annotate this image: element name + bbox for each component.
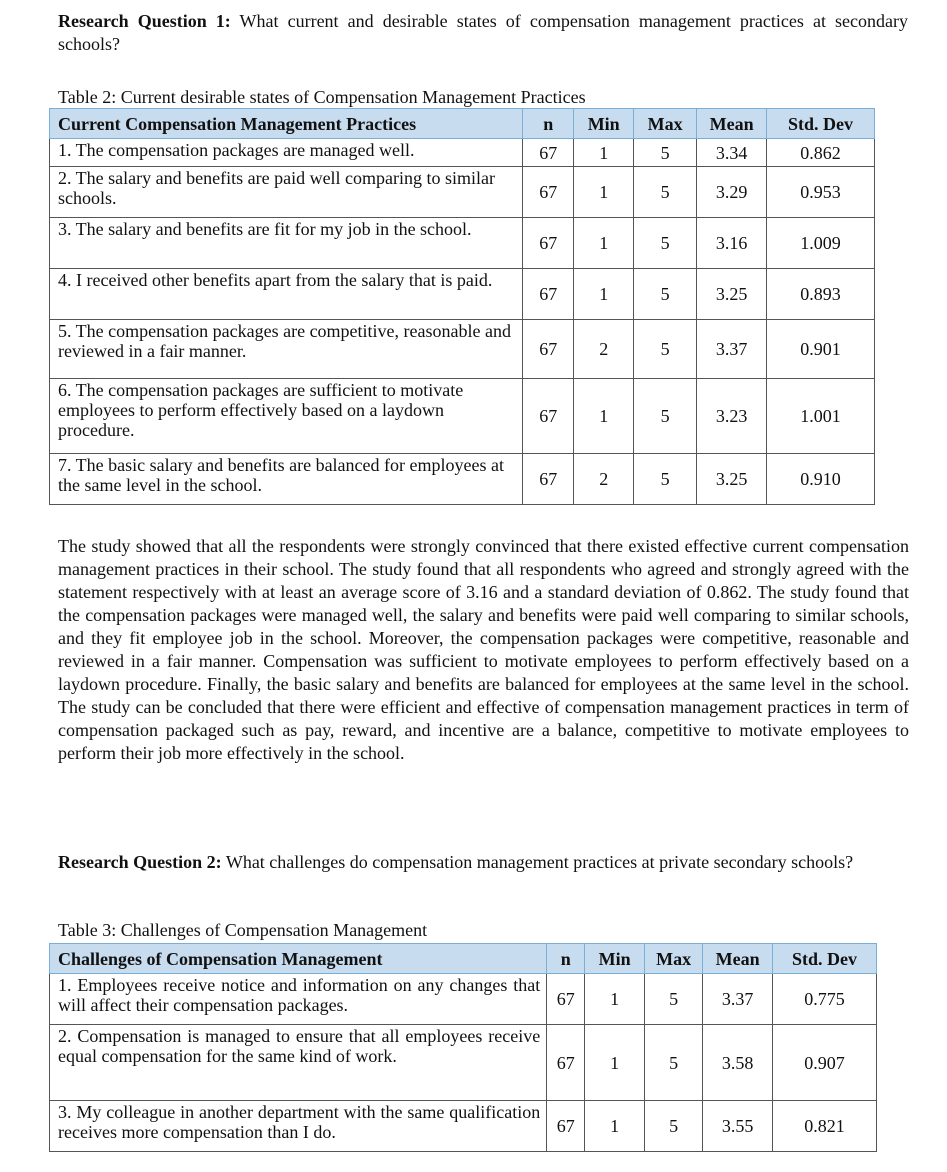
table-row bbox=[50, 269, 875, 320]
cell-mean: 3.25 bbox=[697, 269, 767, 320]
cell-max: 5 bbox=[645, 1101, 703, 1152]
table-row bbox=[50, 320, 875, 379]
rq1-text: What current and desirable states of compensation management practices at secondary schools? bbox=[58, 11, 908, 54]
cell-max: 5 bbox=[634, 269, 697, 320]
table-row bbox=[50, 167, 875, 218]
cell-n: 67 bbox=[523, 139, 574, 167]
table3-header-mean: Mean bbox=[703, 944, 773, 974]
cell-min: 1 bbox=[574, 269, 634, 320]
research-question-2 bbox=[58, 851, 908, 874]
table-row bbox=[50, 379, 875, 454]
cell-n: 67 bbox=[523, 379, 574, 454]
table-row bbox=[50, 974, 877, 1025]
cell-min: 1 bbox=[585, 1025, 645, 1101]
table3-header-stddev: Std. Dev bbox=[773, 944, 877, 974]
cell-mean: 3.25 bbox=[697, 454, 767, 505]
cell-max: 5 bbox=[645, 974, 703, 1025]
row-statement: 5. The compensation packages are competitive, reasonable and reviewed in a fair manner. bbox=[50, 320, 523, 379]
rq2-text: What challenges do compensation management practices at private secondary schools? bbox=[221, 852, 854, 872]
cell-min: 1 bbox=[574, 167, 634, 218]
cell-min: 1 bbox=[585, 974, 645, 1025]
research-question-1 bbox=[58, 10, 908, 56]
cell-n: 67 bbox=[547, 1025, 585, 1101]
row-statement: 2. Compensation is managed to ensure that all employees receive equal compensation for the same kind of work. bbox=[50, 1025, 547, 1101]
table2-header-row bbox=[50, 109, 875, 139]
row-statement: 4. I received other benefits apart from the salary that is paid. bbox=[50, 269, 523, 320]
cell-stddev: 0.907 bbox=[773, 1025, 877, 1101]
table2-caption: Table 2: Current desirable states of Compensation Management Practices bbox=[58, 87, 586, 107]
cell-n: 67 bbox=[523, 167, 574, 218]
cell-max: 5 bbox=[634, 320, 697, 379]
cell-stddev: 0.953 bbox=[767, 167, 875, 218]
table3-header-max: Max bbox=[645, 944, 703, 974]
rq2-label: Research Question 2: bbox=[58, 852, 222, 872]
table-row bbox=[50, 218, 875, 269]
table2-header-practices: Current Compensation Management Practices bbox=[50, 109, 523, 139]
cell-stddev: 0.775 bbox=[773, 974, 877, 1025]
cell-stddev: 0.910 bbox=[767, 454, 875, 505]
table3-caption: Table 3: Challenges of Compensation Management bbox=[58, 920, 428, 940]
table2-header-min: Min bbox=[574, 109, 634, 139]
table2-header-n: n bbox=[523, 109, 574, 139]
row-statement: 2. The salary and benefits are paid well comparing to similar schools. bbox=[50, 167, 523, 218]
cell-n: 67 bbox=[547, 1101, 585, 1152]
cell-mean: 3.29 bbox=[697, 167, 767, 218]
table3-header-challenges: Challenges of Compensation Management bbox=[50, 944, 547, 974]
table3-header-row bbox=[50, 944, 877, 974]
cell-mean: 3.55 bbox=[703, 1101, 773, 1152]
cell-n: 67 bbox=[523, 320, 574, 379]
row-statement: 3. The salary and benefits are fit for my job in the school. bbox=[50, 218, 523, 269]
table3-header-min: Min bbox=[585, 944, 645, 974]
cell-stddev: 0.901 bbox=[767, 320, 875, 379]
table-row bbox=[50, 139, 875, 167]
cell-max: 5 bbox=[634, 454, 697, 505]
cell-n: 67 bbox=[547, 974, 585, 1025]
cell-max: 5 bbox=[634, 167, 697, 218]
cell-min: 1 bbox=[585, 1101, 645, 1152]
cell-n: 67 bbox=[523, 454, 574, 505]
cell-min: 2 bbox=[574, 454, 634, 505]
cell-n: 67 bbox=[523, 269, 574, 320]
cell-stddev: 1.001 bbox=[767, 379, 875, 454]
row-statement: 3. My colleague in another department with the same qualification receives more compensation than I do. bbox=[50, 1101, 547, 1152]
cell-max: 5 bbox=[634, 139, 697, 167]
cell-mean: 3.37 bbox=[703, 974, 773, 1025]
discussion-paragraph: The study showed that all the respondents were strongly convinced that there existed effective current compensation management practices in their school. The study found that all respondents who agreed and strongly agreed with the statement respectively with at least an average score of 3.16 and a standard deviation of 0.862. The study found that the compensation packages were managed well, the salary and benefits were paid well comparing to similar schools, and they fit employee job in the school. Moreover, the compensation packages were competitive, reasonable and reviewed in a fair manner. Compensation was sufficient to motivate employees to perform effectively based on a laydown procedure. Finally, the basic salary and benefits are balanced for employees at the same level in the school. The study can be concluded that there were efficient and effective of compensation management practices in term of compensation packaged such as pay, reward, and incentive are a balance, competitive to motivate employees to perform their job more effectively in the school. bbox=[58, 536, 909, 763]
row-statement: 1. Employees receive notice and information on any changes that will affect their compensation packages. bbox=[50, 974, 547, 1025]
table-row bbox=[50, 1101, 877, 1152]
cell-max: 5 bbox=[634, 379, 697, 454]
rq1-label: Research Question 1: bbox=[58, 11, 231, 31]
cell-max: 5 bbox=[634, 218, 697, 269]
table2-header-mean: Mean bbox=[697, 109, 767, 139]
table3-header-n: n bbox=[547, 944, 585, 974]
cell-mean: 3.34 bbox=[697, 139, 767, 167]
table2-header-stddev: Std. Dev bbox=[767, 109, 875, 139]
cell-max: 5 bbox=[645, 1025, 703, 1101]
cell-stddev: 0.862 bbox=[767, 139, 875, 167]
cell-stddev: 0.893 bbox=[767, 269, 875, 320]
cell-mean: 3.23 bbox=[697, 379, 767, 454]
table3 bbox=[49, 943, 877, 1152]
row-statement: 1. The compensation packages are managed well. bbox=[50, 139, 523, 167]
table-row bbox=[50, 454, 875, 505]
row-statement: 7. The basic salary and benefits are balanced for employees at the same level in the school. bbox=[50, 454, 523, 505]
cell-n: 67 bbox=[523, 218, 574, 269]
cell-min: 1 bbox=[574, 218, 634, 269]
cell-min: 2 bbox=[574, 320, 634, 379]
table-row bbox=[50, 1025, 877, 1101]
cell-mean: 3.37 bbox=[697, 320, 767, 379]
cell-mean: 3.58 bbox=[703, 1025, 773, 1101]
cell-min: 1 bbox=[574, 139, 634, 167]
row-statement: 6. The compensation packages are sufficient to motivate employees to perform effectively based on a laydown procedure. bbox=[50, 379, 523, 454]
cell-stddev: 1.009 bbox=[767, 218, 875, 269]
cell-stddev: 0.821 bbox=[773, 1101, 877, 1152]
table2 bbox=[49, 108, 875, 505]
cell-mean: 3.16 bbox=[697, 218, 767, 269]
table2-header-max: Max bbox=[634, 109, 697, 139]
cell-min: 1 bbox=[574, 379, 634, 454]
